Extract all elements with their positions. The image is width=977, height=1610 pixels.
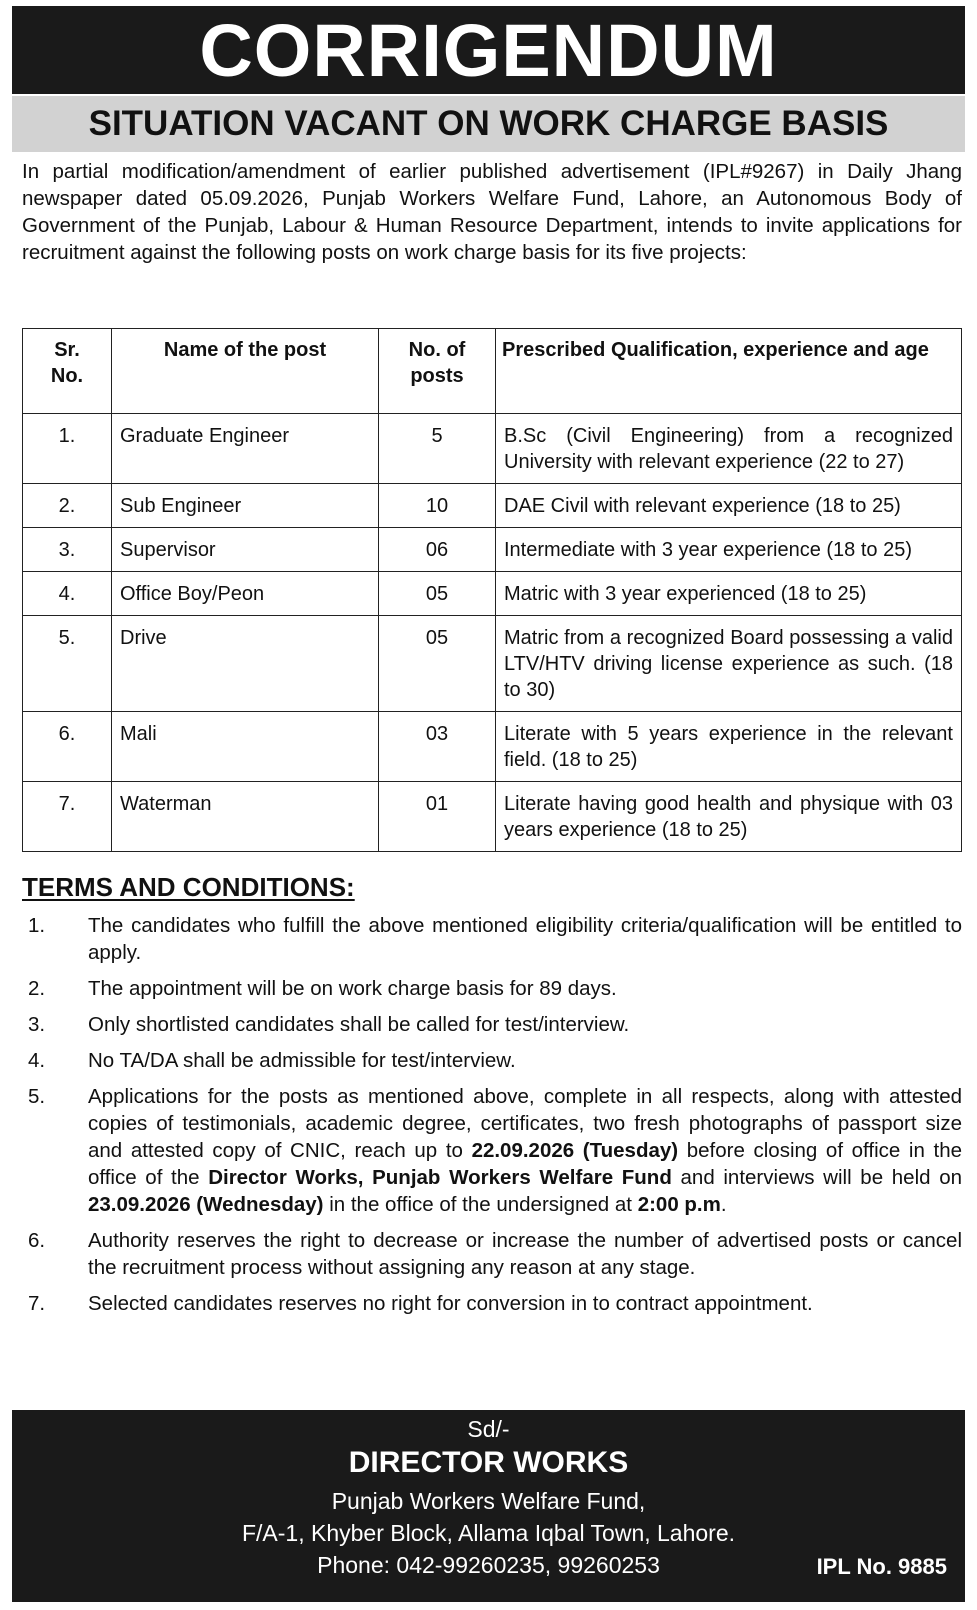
cell-sr-no: 7. [23,782,112,852]
ipl-number: IPL No. 9885 [816,1554,947,1579]
term-text: Selected candidates reserves no right for conversion in to contract appointment. [88,1292,813,1315]
cell-post-name: Drive [112,616,379,712]
cell-sr-no: 3. [23,528,112,572]
table-row [23,528,962,572]
term-text: The candidates who fulfill the above mentioned eligibility criteria/qualification will be entitled to apply. [88,914,962,964]
organization-address: F/A-1, Khyber Block, Allama Iqbal Town, Lahore. [241,1520,736,1546]
cell-sr-no: 2. [23,484,112,528]
page-title: CORRIGENDUM [199,8,778,92]
term-item [22,1011,962,1038]
cell-qualification: Literate with 5 years experience in the relevant field. (18 to 25) [496,712,962,782]
table-row [23,616,962,712]
term-number: 2. [28,977,46,1000]
cell-sr-no: 1. [23,414,112,484]
cell-no-of-posts: 01 [379,782,496,852]
cell-post-name: Office Boy/Peon [112,572,379,616]
term-item [22,1047,962,1074]
cell-no-of-posts: 10 [379,484,496,528]
cell-no-of-posts: 5 [379,414,496,484]
cell-qualification: Intermediate with 3 year experience (18 to 25) [496,528,962,572]
cell-sr-no: 5. [23,616,112,712]
table-row [23,572,962,616]
header-qualification: Prescribed Qualification, experience and age [496,329,962,414]
term-number: 1. [28,914,46,937]
signature-block [12,1410,965,1602]
organization-name: Punjab Workers Welfare Fund, [331,1488,646,1514]
intro-paragraph: In partial modification/amendment of earlier published advertisement (IPL#9267) in Daily Jhang newspaper dated 05.09.2026, Punjab Workers Welfare Fund, Lahore, an Autonomous Body of Government of the Punjab, Labour & Human Resource Department, intends to invite applications for recruitment against the following posts on work charge basis for its five projects: [22,160,962,264]
term-text-part: before closing of office in the office of the [88,1139,962,1189]
table-row [23,484,962,528]
term-text-part: Applications for the posts as mentioned above, complete in all respects, along with attested copies of testimonials, academic degree, certificates, two fresh photographs of passport size and attested copy of CNIC, reach up to [88,1085,962,1162]
term-item [22,912,962,966]
cell-no-of-posts: 06 [379,528,496,572]
term-text-bold: 2:00 p.m [637,1193,721,1216]
cell-post-name: Mali [112,712,379,782]
cell-no-of-posts: 05 [379,616,496,712]
term-text-part: in the office of the undersigned at [323,1193,638,1216]
terms-heading: TERMS AND CONDITIONS: [22,872,355,902]
cell-no-of-posts: 05 [379,572,496,616]
subtitle-banner [12,96,965,152]
cell-post-name: Sub Engineer [112,484,379,528]
signatory-title: DIRECTOR WORKS [348,1446,629,1479]
term-number: 4. [28,1049,46,1072]
cell-no-of-posts: 03 [379,712,496,782]
term-item [22,1227,962,1281]
header-no-of-posts: No. of posts [379,329,496,414]
term-text [88,1083,962,1218]
table-header-row [23,329,962,414]
term-text-part: . [720,1193,727,1216]
term-text: Authority reserves the right to decrease or increase the number of advertised posts or cancel the recruitment process without assigning any reason at any stage. [88,1229,962,1279]
table-row [23,414,962,484]
title-banner [12,6,965,94]
term-item [22,975,962,1002]
term-text: No TA/DA shall be admissible for test/interview. [88,1049,516,1072]
table-row [23,782,962,852]
page-subtitle: SITUATION VACANT ON WORK CHARGE BASIS [88,104,889,143]
cell-post-name: Waterman [112,782,379,852]
term-number: 5. [28,1085,46,1108]
table-row [23,712,962,782]
term-text-bold: 22.09.2026 (Tuesday) [471,1139,679,1162]
cell-qualification: B.Sc (Civil Engineering) from a recognized University with relevant experience (22 to 27) [496,414,962,484]
cell-qualification: Literate having good health and physique with 03 years experience (18 to 25) [496,782,962,852]
terms-list [22,912,962,1326]
term-text-bold: 23.09.2026 (Wednesday) [88,1193,324,1216]
term-text: The appointment will be on work charge basis for 89 days. [88,977,617,1000]
term-text-bold: Director Works, Punjab Workers Welfare Fund [208,1166,672,1189]
cell-post-name: Graduate Engineer [112,414,379,484]
cell-sr-no: 4. [23,572,112,616]
term-number: 7. [28,1292,46,1315]
cell-sr-no: 6. [23,712,112,782]
term-text-part: and interviews will be held on [671,1166,962,1189]
cell-qualification: DAE Civil with relevant experience (18 to 25) [496,484,962,528]
term-item [22,1290,962,1317]
term-number: 6. [28,1229,46,1252]
term-text: Only shortlisted candidates shall be called for test/interview. [88,1013,630,1036]
contact-phone: Phone: 042-99260235, 99260253 [317,1552,660,1578]
cell-qualification: Matric from a recognized Board possessing a valid LTV/HTV driving license experience as such. (18 to 30) [496,616,962,712]
header-post-name: Name of the post [112,329,379,414]
signature-mark: Sd/- [467,1416,510,1442]
posts-table [22,328,962,852]
header-sr-no: Sr. No. [23,329,112,414]
term-number: 3. [28,1013,46,1036]
term-item [22,1083,962,1218]
cell-qualification: Matric with 3 year experienced (18 to 25) [496,572,962,616]
cell-post-name: Supervisor [112,528,379,572]
